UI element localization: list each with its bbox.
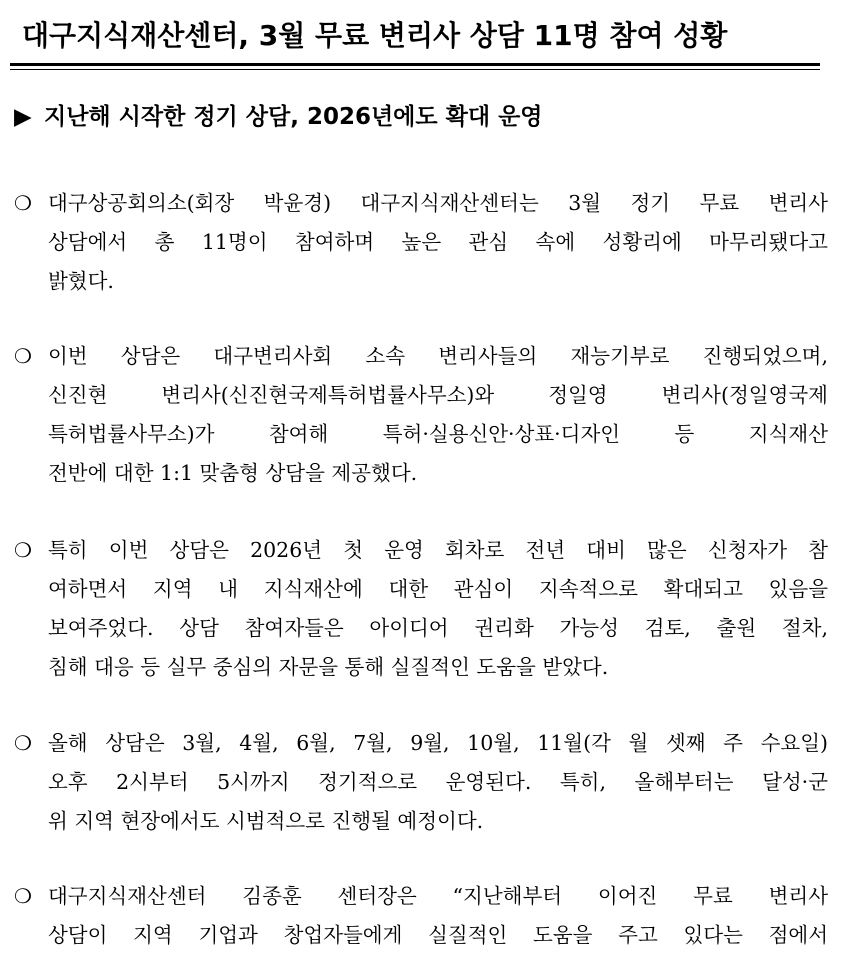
paragraph-line: 신진현 변리사(신진현국제특허법률사무소)와 정일영 변리사(정일영국제	[48, 383, 828, 407]
subtitle	[14, 98, 543, 131]
title-underline-thick	[10, 63, 820, 66]
paragraph-line: ❍ 올해 상담은 3월, 4월, 6월, 7월, 9월, 10월, 11월(각 월 셋째 주 수요일)	[12, 724, 828, 763]
paragraph-4	[12, 724, 828, 841]
paragraph-5	[12, 877, 828, 955]
title-underline-thin	[10, 69, 820, 70]
subtitle-text: 지난해 시작한 정기 상담, 2026년에도 확대 운영	[44, 104, 543, 130]
paragraph-line: 밝혔다.	[48, 269, 114, 293]
circle-bullet-icon: ❍	[14, 344, 32, 368]
paragraph-line: 여하면서 지역 내 지식재산에 대한 관심이 지속적으로 확대되고 있음을	[48, 577, 828, 601]
paragraph-line: 위 지역 현장에서도 시범적으로 진행될 예정이다.	[48, 809, 484, 833]
circle-bullet-icon: ❍	[14, 731, 32, 755]
triangle-arrow-icon: ▶	[14, 104, 32, 130]
circle-bullet-icon: ❍	[14, 538, 32, 562]
paragraph-line: ❍ 대구상공회의소(회장 박윤경) 대구지식재산센터는 3월 정기 무료 변리사	[12, 184, 828, 223]
circle-bullet-icon: ❍	[14, 884, 32, 908]
paragraph-line: 보여주었다. 상담 참여자들은 아이디어 권리화 가능성 검토, 출원 절차,	[48, 616, 828, 640]
paragraph-line: 상담에서 총 11명이 참여하며 높은 관심 속에 성황리에 마무리됐다고	[48, 230, 828, 254]
circle-bullet-icon: ❍	[14, 191, 32, 215]
paragraph-line: ❍ 이번 상담은 대구변리사회 소속 변리사들의 재능기부로 진행되었으며,	[12, 337, 828, 376]
paragraph-2	[12, 337, 828, 493]
paragraph-line: 침해 대응 등 실무 중심의 자문을 통해 실질적인 도움을 받았다.	[48, 655, 609, 679]
paragraph-line: 전반에 대한 1:1 맞춤형 상담을 제공했다.	[48, 461, 418, 485]
page-title: 대구지식재산센터, 3월 무료 변리사 상담 11명 참여 성황	[22, 19, 728, 52]
paragraph-line: 상담이 지역 기업과 창업자들에게 실질적인 도움을 주고 있다는 점에서	[48, 923, 828, 947]
paragraph-1	[12, 184, 828, 301]
paragraph-line: 특허법률사무소)가 참여해 특허·실용신안·상표·디자인 등 지식재산	[48, 422, 828, 446]
paragraph-line: ❍ 대구지식재산센터 김종훈 센터장은 “지난해부터 이어진 무료 변리사	[12, 877, 828, 916]
paragraph-line: ❍ 특히 이번 상담은 2026년 첫 운영 회차로 전년 대비 많은 신청자가 참	[12, 531, 828, 570]
paragraph-line: 오후 2시부터 5시까지 정기적으로 운영된다. 특히, 올해부터는 달성·군	[48, 770, 828, 794]
paragraph-3	[12, 531, 828, 687]
